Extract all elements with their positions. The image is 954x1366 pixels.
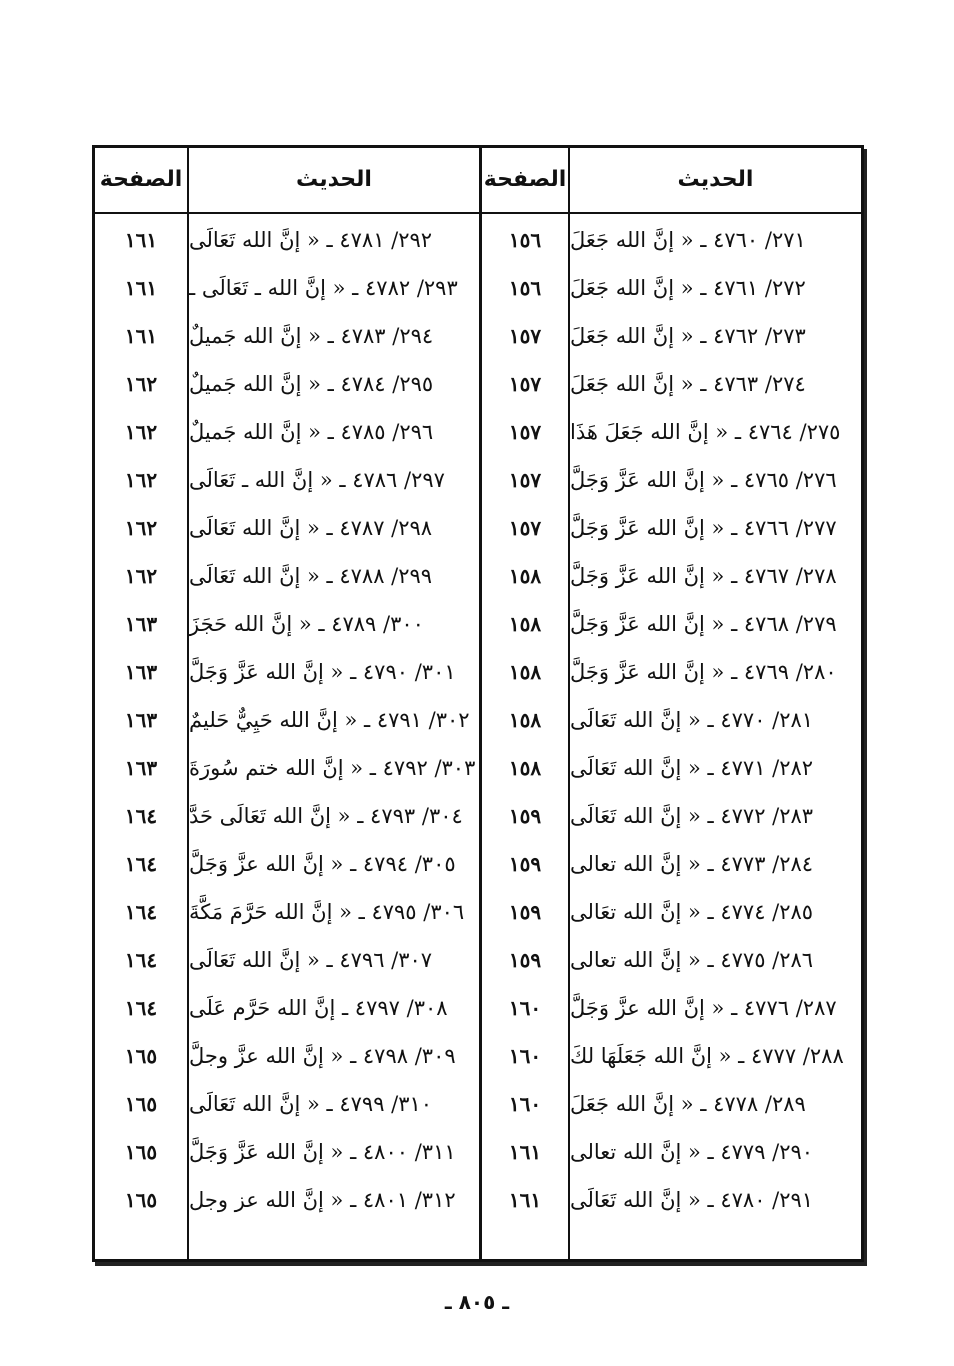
entry-page: ١٦٣ (124, 756, 158, 780)
entry-page: ١٦٥ (124, 1044, 158, 1068)
table-row (95, 840, 861, 888)
entry-page: ١٥٧ (508, 468, 542, 492)
table-row (95, 888, 861, 936)
table-row (95, 456, 861, 504)
header-hadith-right: الحديث (677, 166, 754, 192)
entry-hadith: ٢٧٨/ ٤٧٦٧ ـ « إنَّ الله عَزَّ وَجَلَّ (570, 564, 837, 588)
entry-hadith: ٣٠٠/ ٤٧٨٩ ـ « إنَّ الله حَجَزَ (189, 612, 424, 636)
entry-hadith: ٢٧٣/ ٤٧٦٢ ـ « إنَّ الله جَعَلَ (570, 324, 806, 348)
entry-page: ١٦٥ (124, 1188, 158, 1212)
entry-hadith: ٢٧١/ ٤٧٦٠ ـ « إنَّ الله جَعَلَ (570, 228, 806, 252)
table-row (95, 408, 861, 456)
entry-page: ١٦٤ (124, 948, 158, 972)
table-row (95, 360, 861, 408)
header-hadith-left: الحديث (296, 166, 372, 192)
entry-hadith: ٢٧٦/ ٤٧٦٥ ـ « إنَّ الله عَزَّ وَجَلَّ (570, 468, 837, 492)
entry-page: ١٦١ (124, 276, 158, 300)
entry-page: ١٦٣ (124, 612, 158, 636)
entry-hadith: ٣٠٨/ ٤٧٩٧ ـ إنَّ الله حَرَّم عَلَى (189, 996, 448, 1020)
entry-page: ١٦١ (124, 228, 158, 252)
entry-page: ١٦٣ (124, 708, 158, 732)
entry-hadith: ٢٨٧/ ٤٧٧٦ ـ « إنَّ الله عزَّ وَجَلَّ (570, 996, 837, 1020)
entry-hadith: ٢٩٦/ ٤٧٨٥ ـ « إنَّ الله جَميلٌ (189, 420, 434, 444)
table-header (95, 148, 861, 214)
entry-hadith: ٣١٢/ ٤٨٠١ ـ « إنَّ الله عز وجل (189, 1188, 456, 1212)
entry-page: ١٥٨ (508, 660, 542, 684)
entry-hadith: ٢٧٩/ ٤٧٦٨ ـ « إنَّ الله عَزَّ وَجَلَّ (570, 612, 837, 636)
entry-page: ١٥٨ (508, 564, 542, 588)
table-row (95, 648, 861, 696)
entry-page: ١٦٢ (124, 420, 158, 444)
entry-hadith: ٢٩١/ ٤٧٨٠ ـ « إنَّ الله تَعَالَى (570, 1188, 814, 1212)
entry-hadith: ٢٩٢/ ٤٧٨١ ـ « إنَّ الله تَعَالَى (189, 228, 433, 252)
table-row (95, 936, 861, 984)
header-page-right: الصفحة (483, 166, 567, 192)
table-row (95, 792, 861, 840)
table-row (95, 696, 861, 744)
entry-page: ١٦٠ (508, 996, 542, 1020)
table-row (95, 984, 861, 1032)
entry-hadith: ٢٨٩/ ٤٧٧٨ ـ « إنَّ الله جَعَلَ (570, 1092, 806, 1116)
entry-hadith: ٢٩٧/ ٤٧٨٦ ـ « إنَّ الله ـ تَعَالَى (189, 468, 445, 492)
entry-hadith: ٢٩٨/ ٤٧٨٧ ـ « إنَّ الله تَعَالَى (189, 516, 433, 540)
entry-page: ١٦٠ (508, 1044, 542, 1068)
entry-page: ١٦٤ (124, 804, 158, 828)
entry-page: ١٦١ (508, 1188, 542, 1212)
entry-hadith: ٣٠٦/ ٤٧٩٥ ـ « إنَّ الله حَرَّمَ مَكَّةَ (189, 900, 465, 924)
entry-hadith: ٢٨٨/ ٤٧٧٧ ـ « إنَّ الله جَعَلَهَا لكَ (570, 1044, 844, 1068)
entry-page: ١٥٧ (508, 420, 542, 444)
table-row (95, 264, 861, 312)
entry-hadith: ٢٨٣/ ٤٧٧٢ ـ « إنَّ الله تَعَالَى (570, 804, 814, 828)
entry-hadith: ٢٨١/ ٤٧٧٠ ـ « إنَّ الله تَعَالَى (570, 708, 814, 732)
entry-hadith: ٣١١/ ٤٨٠٠ ـ « إنَّ الله عَزَّ وَجَلَّ (189, 1140, 456, 1164)
entry-page: ١٦٢ (124, 564, 158, 588)
entry-hadith: ٣٠٢/ ٤٧٩١ ـ « إنَّ الله حَيِيٌّ حَليمٌ (189, 708, 470, 732)
entry-hadith: ٢٨٥/ ٤٧٧٤ ـ « إنَّ الله تعَالى (570, 900, 814, 924)
entry-hadith: ٢٩٤/ ٤٧٨٣ ـ « إنَّ الله جَميلٌ (189, 324, 434, 348)
entry-hadith: ٣٠٣/ ٤٧٩٢ ـ « إنَّ الله ختم سُورَةَ (189, 756, 476, 780)
table-row (95, 744, 861, 792)
table-row (95, 1032, 861, 1080)
entry-hadith: ٣٠٤/ ٤٧٩٣ ـ « إنَّ الله تَعَالَى حَدَّ (189, 804, 463, 828)
header-page-left: الصفحة (99, 166, 183, 192)
table-row (95, 552, 861, 600)
entry-page: ١٥٩ (508, 852, 542, 876)
index-table (92, 145, 864, 1262)
page-number: ـ ٨٠٥ ـ (444, 1290, 510, 1314)
entry-page: ١٥٦ (508, 228, 542, 252)
entry-page: ١٥٧ (508, 324, 542, 348)
entry-hadith: ٢٧٤/ ٤٧٦٣ ـ « إنَّ الله جَعَلَ (570, 372, 806, 396)
entry-page: ١٥٨ (508, 612, 542, 636)
entry-hadith: ٣٠١/ ٤٧٩٠ ـ « إنَّ الله عَزَّ وَجَلَّ (189, 660, 456, 684)
entry-page: ١٦٢ (124, 468, 158, 492)
table-row (95, 600, 861, 648)
entry-hadith: ٢٨٤/ ٤٧٧٣ ـ « إنَّ الله تعالى (570, 852, 814, 876)
entry-page: ١٦٢ (124, 372, 158, 396)
entry-page: ١٥٩ (508, 804, 542, 828)
table-row (95, 312, 861, 360)
entry-hadith: ٢٧٧/ ٤٧٦٦ ـ « إنَّ الله عَزَّ وَجَلَّ (570, 516, 837, 540)
entry-page: ١٦٥ (124, 1092, 158, 1116)
entry-page: ١٥٧ (508, 516, 542, 540)
table-row (95, 1080, 861, 1128)
entry-page: ١٦١ (124, 324, 158, 348)
table-row (95, 1128, 861, 1176)
entry-hadith: ٣٠٥/ ٤٧٩٤ ـ « إنَّ الله عزَّ وَجَلَّ (189, 852, 456, 876)
entry-page: ١٥٦ (508, 276, 542, 300)
entry-page: ١٥٨ (508, 756, 542, 780)
entry-hadith: ٢٩٩/ ٤٧٨٨ ـ « إنَّ الله تَعَالَى (189, 564, 433, 588)
entry-page: ١٥٩ (508, 948, 542, 972)
entry-page: ١٥٨ (508, 708, 542, 732)
entry-hadith: ٢٩٥/ ٤٧٨٤ ـ « إنَّ الله جَميلٌ (189, 372, 434, 396)
entry-page: ١٦٠ (508, 1092, 542, 1116)
entry-hadith: ٢٧٥/ ٤٧٦٤ ـ « إنَّ الله جَعَلَ هَذَا (570, 420, 841, 444)
entry-page: ١٥٧ (508, 372, 542, 396)
table-row (95, 216, 861, 264)
entry-hadith: ٢٩٠/ ٤٧٧٩ ـ « إنَّ الله تعالى (570, 1140, 814, 1164)
entry-hadith: ٢٨٠/ ٤٧٦٩ ـ « إنَّ الله عَزَّ وَجَلَّ (570, 660, 837, 684)
entry-page: ١٦٥ (124, 1140, 158, 1164)
table-row (95, 1176, 861, 1224)
entry-page: ١٦٤ (124, 900, 158, 924)
entry-hadith: ٣١٠/ ٤٧٩٩ ـ « إنَّ الله تَعَالَى (189, 1092, 433, 1116)
entry-hadith: ٣٠٧/ ٤٧٩٦ ـ « إنَّ الله تَعَالَى (189, 948, 433, 972)
entry-page: ١٦٢ (124, 516, 158, 540)
entry-hadith: ٢٨٦/ ٤٧٧٥ ـ « إنَّ الله تعالى (570, 948, 814, 972)
entry-page: ١٦٤ (124, 852, 158, 876)
entry-page: ١٦٤ (124, 996, 158, 1020)
entry-hadith: ٢٨٢/ ٤٧٧١ ـ « إنَّ الله تَعَالَى (570, 756, 814, 780)
entry-page: ١٥٩ (508, 900, 542, 924)
entry-page: ١٦٣ (124, 660, 158, 684)
entry-page: ١٦١ (508, 1140, 542, 1164)
entry-hadith: ٢٩٣/ ٤٧٨٢ ـ « إنَّ الله ـ تَعَالَى ـ (189, 276, 458, 300)
table-row (95, 504, 861, 552)
entry-hadith: ٣٠٩/ ٤٧٩٨ ـ « إنَّ الله عزَّ وجلَّ (189, 1044, 456, 1068)
entry-hadith: ٢٧٢/ ٤٧٦١ ـ « إنَّ الله جَعَلَ (570, 276, 806, 300)
